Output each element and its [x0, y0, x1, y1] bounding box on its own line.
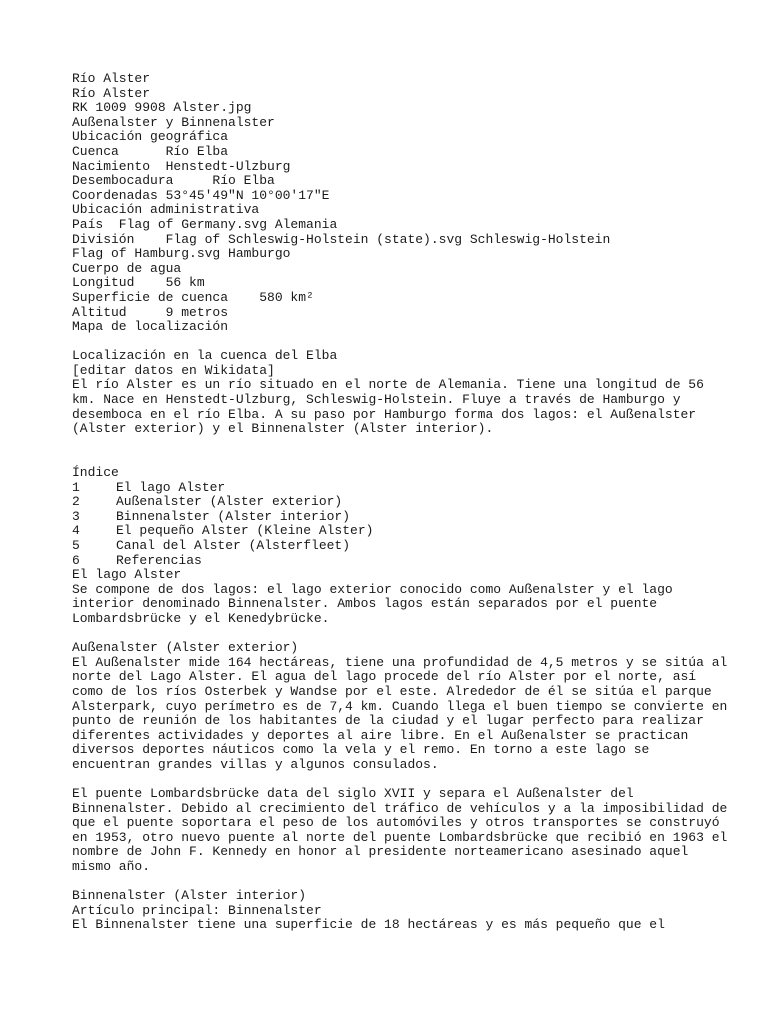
toc-item[interactable]	[72, 481, 732, 496]
infobox-section-administrative: Ubicación administrativa	[72, 202, 260, 218]
document-page	[72, 71, 736, 933]
infobox-row-longitud: Longitud 56 km	[72, 275, 205, 291]
infobox-section-water: Cuerpo de agua	[72, 260, 182, 276]
toc-item-label: Canal del Alster (Alsterfleet)	[116, 538, 351, 553]
toc-item-label: Referencias	[116, 552, 202, 568]
section-text-lago-alster: Se compone de dos lagos: el lago exterior conocido como Außenalster y el lago interior denominado Binnenalster. Ambos lagos están separados por el puente Lombardsbrücke y el Kenedybrücke.	[72, 581, 681, 626]
section-heading-lago-alster: El lago Alster	[72, 567, 182, 583]
intro-paragraph: El río Alster es un río situado en el norte de Alemania. Tiene una longitud de 56 km. Nace en Henstedt-Ulzburg, Schleswig-Holstein. Fluye a través de Hamburgo y desemboca en el río Elba. A su paso por Hamburgo forma dos lagos: el Außenalster (Alster exterior) y el Binnenalster (Alster interior).	[72, 377, 712, 437]
infobox-row-altitud: Altitud 9 metros	[72, 304, 229, 320]
infobox	[72, 72, 732, 335]
toc-item-number: 6	[72, 552, 80, 568]
toc-item[interactable]	[72, 524, 732, 539]
infobox-row-hamburgo: Flag of Hamburg.svg Hamburgo	[72, 246, 291, 262]
toc-item[interactable]	[72, 554, 732, 569]
infobox-image-caption: Außenalster y Binnenalster	[72, 114, 275, 130]
toc-item-number: 5	[72, 538, 80, 553]
infobox-row-desembocadura: Desembocadura Río Elba	[72, 173, 275, 189]
section-text-aussenalster-2: El puente Lombardsbrücke data del siglo XVII y separa el Außenalster del Binnenalster. Debido al crecimiento del tráfico de vehículos y a la imposibilidad de que el puente soportara el peso de los automóviles y otros transportes se construyó en 1953, otro nuevo puente al norte del puente Lombardsbrücke que recibió en 1963 el nombre de John F. Kennedy en honor al presidente norteamericano asesinado aquel mismo año.	[72, 786, 736, 875]
section-text-binnenalster: El Binnenalster tiene una superficie de 18 hectáreas y es más pequeño que el	[72, 917, 665, 933]
infobox-row-division: División Flag of Schleswig-Holstein (state).svg Schleswig-Holstein	[72, 231, 611, 247]
infobox-row-superficie: Superficie de cuenca 580 km²	[72, 289, 314, 305]
infobox-section-map: Mapa de localización	[72, 319, 229, 335]
toc-item-number: 1	[72, 479, 80, 495]
edit-wikidata-link[interactable]: [editar datos en Wikidata]	[72, 362, 275, 378]
map-caption: Localización en la cuenca del Elba	[72, 348, 338, 364]
section-heading-aussenalster: Außenalster (Alster exterior)	[72, 640, 299, 656]
toc-item-number: 4	[72, 523, 80, 539]
toc-item[interactable]	[72, 539, 732, 554]
toc-item-label: El pequeño Alster (Kleine Alster)	[116, 523, 374, 539]
infobox-row-pais: País Flag of Germany.svg Alemania	[72, 216, 338, 232]
toc-item[interactable]	[72, 510, 732, 525]
section-text-aussenalster-1: El Außenalster mide 164 hectáreas, tiene una profundidad de 4,5 metros y se sitúa al norte del Lago Alster. El agua del lago procede del río Alster por el norte, así como de los ríos Osterbek y Wandse por el este. Alrededor de él se sitúa el parque Alsterpark, cuyo perímetro es de 7,4 km. Cuando llega el buen tiempo se convierte en punto de reunión de los habitantes de la ciudad y el lugar perfecto para realizar diferentes actividades y deportes al aire libre. En el Außenalster se practican diversos deportes náuticos como la vela y el remo. En torno a este lago se encuentran grandes villas y algunos consulados.	[72, 654, 736, 772]
section-heading-binnenalster: Binnenalster (Alster interior)	[72, 888, 307, 904]
main-article-link[interactable]: Artículo principal: Binnenalster	[72, 902, 322, 918]
toc-item-label: Außenalster (Alster exterior)	[116, 494, 343, 510]
infobox-row-cuenca: Cuenca Río Elba	[72, 143, 229, 159]
toc-item-label: Binnenalster (Alster interior)	[116, 508, 351, 524]
infobox-row-coordenadas: Coordenadas 53°45′49″N 10°00′17″E	[72, 187, 330, 203]
infobox-section-geographic: Ubicación geográfica	[72, 129, 229, 145]
toc-item-number: 3	[72, 508, 80, 524]
infobox-row-nacimiento: Nacimiento Henstedt-Ulzburg	[72, 158, 291, 174]
infobox-name: Río Alster	[72, 85, 151, 101]
toc-title: Índice	[72, 465, 119, 481]
table-of-contents	[72, 466, 732, 568]
toc-item-label: El lago Alster	[116, 479, 226, 495]
toc-item[interactable]	[72, 495, 732, 510]
infobox-title: Río Alster	[72, 71, 151, 86]
infobox-image-file: RK 1009 9908 Alster.jpg	[72, 100, 252, 116]
toc-item-number: 2	[72, 494, 80, 510]
